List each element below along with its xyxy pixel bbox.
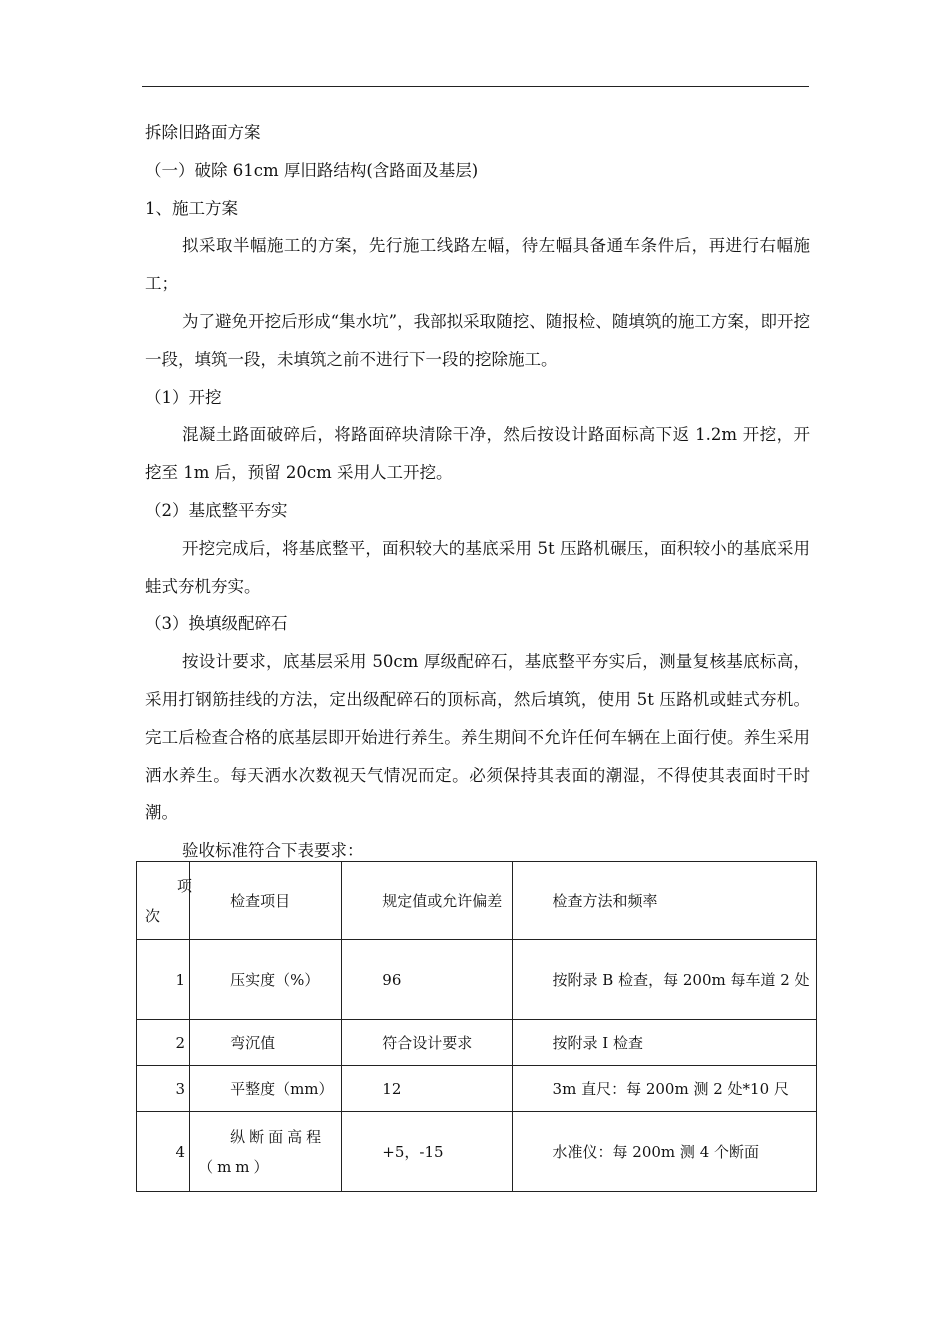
paragraph-acceptance: 验收标准符合下表要求： bbox=[182, 841, 364, 861]
header-item-no: 项次 bbox=[137, 862, 190, 940]
cell-value: 96 bbox=[342, 940, 512, 1020]
heading-compaction: （2）基底整平夯实 bbox=[145, 500, 288, 520]
cell-no: 4 bbox=[137, 1112, 190, 1192]
subsection-heading: 1、施工方案 bbox=[145, 198, 238, 218]
cell-no: 2 bbox=[137, 1020, 190, 1066]
paragraph-avoid-pit: 为了避免开挖后形成“集水坑”，我部拟采取随挖、随报检、随填筑的施工方案，即开挖一段，填筑一段，未填筑之前不进行下一段的挖除施工。 bbox=[145, 311, 810, 369]
cell-item: 纵断面高程（mm） bbox=[190, 1112, 342, 1192]
cell-value: +5，-15 bbox=[342, 1112, 512, 1192]
doc-title: 拆除旧路面方案 bbox=[145, 123, 261, 142]
header-method: 检查方法和频率 bbox=[512, 862, 816, 940]
cell-item: 弯沉值 bbox=[190, 1020, 342, 1066]
document-body bbox=[145, 114, 810, 870]
heading-excavation: （1）开挖 bbox=[145, 387, 222, 407]
cell-value: 12 bbox=[342, 1066, 512, 1112]
header-tolerance: 规定值或允许偏差 bbox=[342, 862, 512, 940]
table-header-row bbox=[137, 862, 817, 940]
cell-item: 平整度（mm） bbox=[190, 1066, 342, 1112]
cell-method: 按附录 B 检查，每 200m 每车道 2 处 bbox=[512, 940, 816, 1020]
cell-method: 水准仪：每 200m 测 4 个断面 bbox=[512, 1112, 816, 1192]
paragraph-compaction: 开挖完成后，将基底整平，面积较大的基底采用 5t 压路机碾压，面积较小的基底采用蛙式夯机夯实。 bbox=[145, 538, 810, 596]
header-rule bbox=[142, 86, 809, 87]
table-row bbox=[137, 1066, 817, 1112]
table-row bbox=[137, 1020, 817, 1066]
header-check-item: 检查项目 bbox=[190, 862, 342, 940]
acceptance-table bbox=[136, 861, 817, 1192]
cell-value: 符合设计要求 bbox=[342, 1020, 512, 1066]
section-heading: （一）破除 61cm 厚旧路结构(含路面及基层) bbox=[145, 160, 479, 180]
cell-no: 1 bbox=[137, 940, 190, 1020]
cell-item: 压实度（%） bbox=[190, 940, 342, 1020]
cell-method: 按附录 I 检查 bbox=[512, 1020, 816, 1066]
cell-no: 3 bbox=[137, 1066, 190, 1112]
paragraph-gravel-fill: 按设计要求，底基层采用 50cm 厚级配碎石，基底整平夯实后，测量复核基底标高，采用打钢筋挂线的方法，定出级配碎石的顶标高，然后填筑，使用 5t 压路机或蛙式夯机。完工后检查合格的底基层即开始进行养生。养生期间不允许任何车辆在上面行使。养生采用洒水养生。每天洒水次数视天气情况而定。必须保持其表面的潮湿，不得使其表面时干时潮。 bbox=[145, 652, 810, 823]
paragraph-excavation: 混凝土路面破碎后，将路面碎块清除干净，然后按设计路面标高下返 1.2m 开挖，开挖至 1m 后，预留 20cm 采用人工开挖。 bbox=[145, 425, 810, 483]
table-row bbox=[137, 940, 817, 1020]
paragraph-half-width: 拟采取半幅施工的方案，先行施工线路左幅，待左幅具备通车条件后，再进行右幅施工； bbox=[145, 236, 810, 294]
heading-gravel-fill: （3）换填级配碎石 bbox=[145, 614, 288, 634]
table-row bbox=[137, 1112, 817, 1192]
cell-method: 3m 直尺：每 200m 测 2 处*10 尺 bbox=[512, 1066, 816, 1112]
